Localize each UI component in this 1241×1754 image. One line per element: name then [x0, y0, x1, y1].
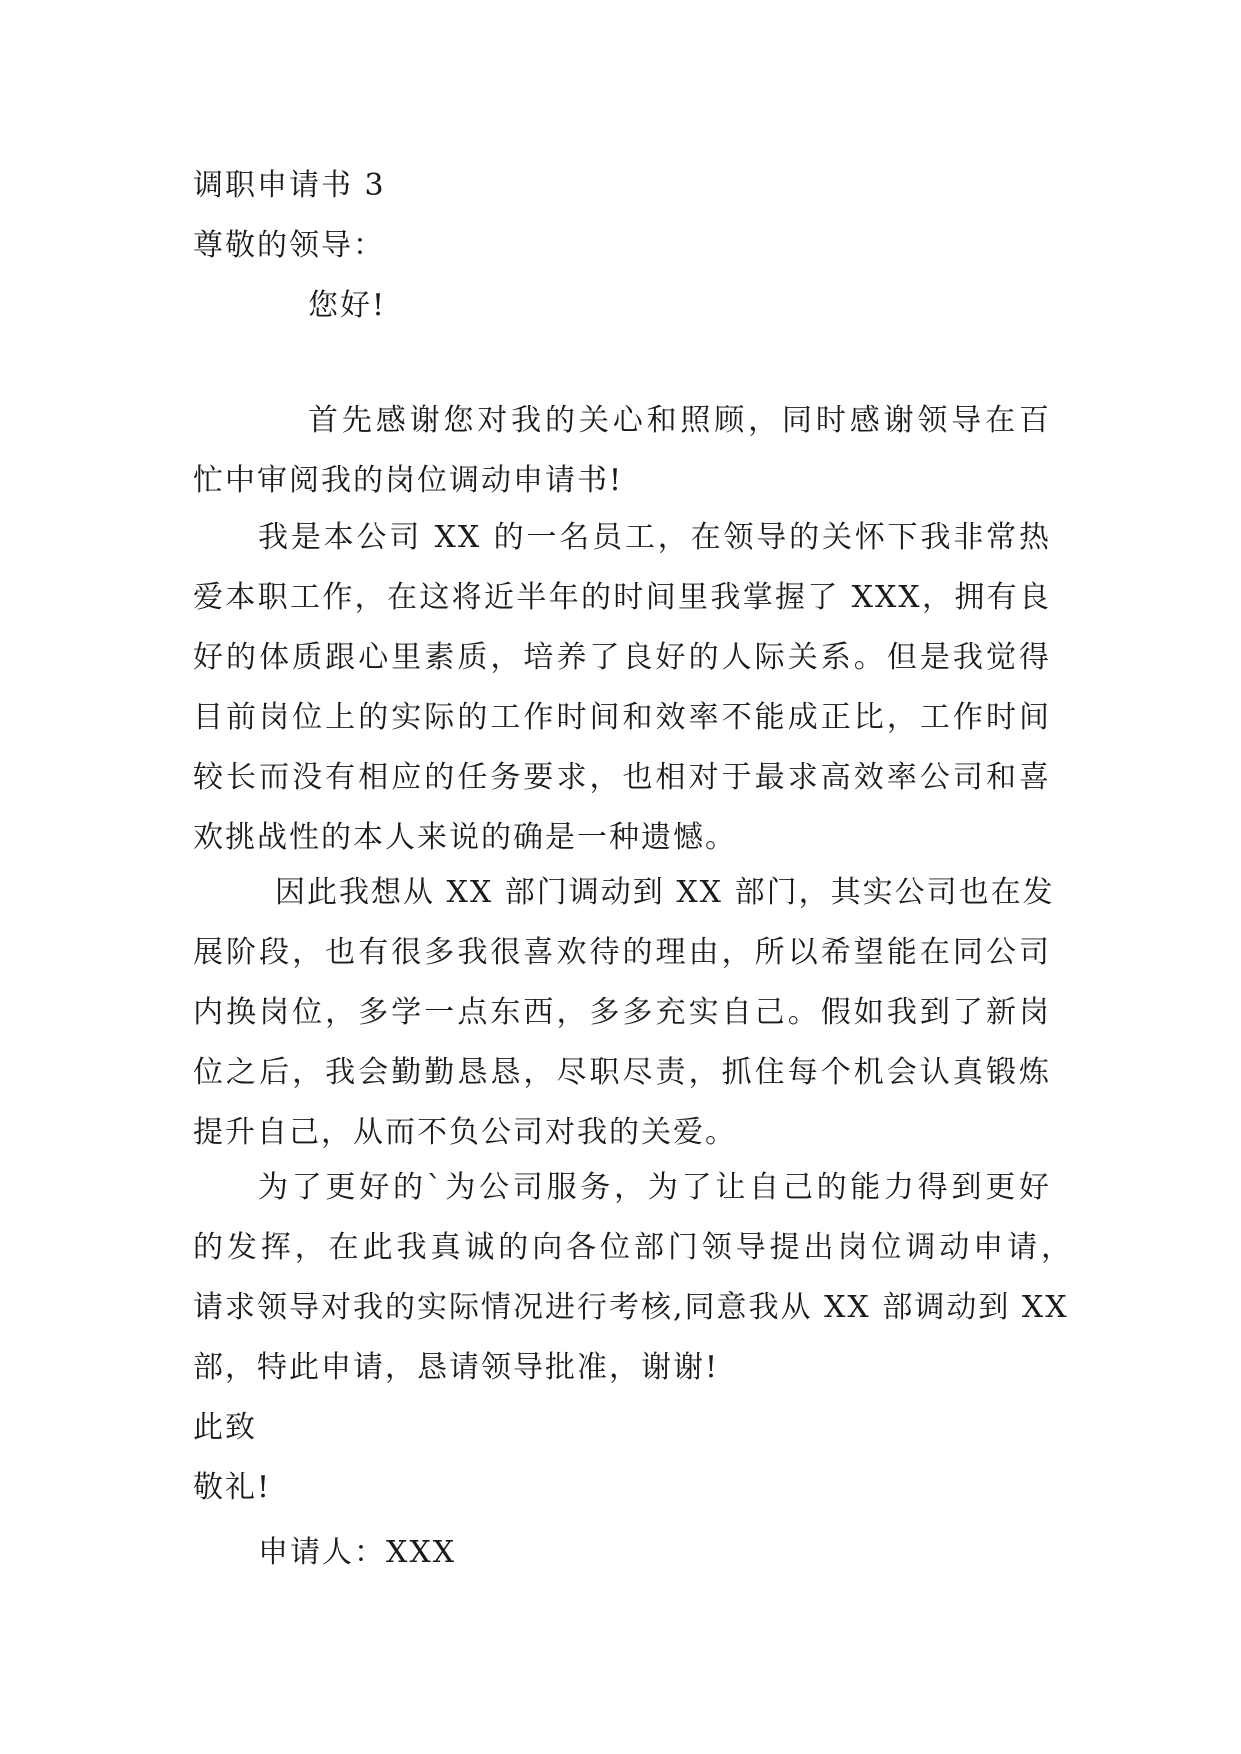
paragraph-3-line-2: 展阶段，也有很多我很喜欢待的理由，所以希望能在同公司 — [193, 935, 1051, 970]
paragraph-2-line-3: 好的体质跟心里素质，培养了良好的人际关系。但是我觉得 — [193, 640, 1051, 675]
salutation: 尊敬的领导： — [193, 228, 385, 263]
paragraph-2-line-6: 欢挑战性的本人来说的确是一种遗憾。 — [193, 820, 737, 855]
paragraph-2-line-1: 我是本公司 XX 的一名员工，在领导的关怀下我非常热 — [258, 520, 1051, 555]
paragraph-4-line-3: 请求领导对我的实际情况进行考核,同意我从 XX 部调动到 XX — [193, 1290, 1069, 1325]
paragraph-2-line-4: 目前岗位上的实际的工作时间和效率不能成正比，工作时间 — [193, 700, 1051, 735]
greeting: 您好! — [308, 288, 387, 323]
paragraph-3-line-4: 位之后，我会勤勤恳恳，尽职尽责，抓住每个机会认真锻炼 — [193, 1055, 1051, 1090]
paragraph-4-line-2: 的发挥，在此我真诚的向各位部门领导提出岗位调动申请， — [193, 1230, 1073, 1265]
paragraph-2-line-2: 爱本职工作，在这将近半年的时间里我掌握了 XXX，拥有良 — [193, 580, 1051, 615]
document-title: 调职申请书 3 — [193, 168, 386, 203]
signature: 申请人：XXX — [258, 1535, 457, 1570]
closing-line-1: 此致 — [193, 1410, 257, 1445]
paragraph-3-line-1: 因此我想从 XX 部门调动到 XX 部门，其实公司也在发 — [275, 875, 1055, 910]
paragraph-1-line-1: 首先感谢您对我的关心和照顾，同时感谢领导在百 — [308, 403, 1051, 438]
paragraph-1-line-2: 忙中审阅我的岗位调动申请书! — [193, 463, 624, 498]
paragraph-2-line-5: 较长而没有相应的任务要求，也相对于最求高效率公司和喜 — [193, 760, 1051, 795]
closing-line-2: 敬礼! — [193, 1470, 272, 1505]
paragraph-3-line-5: 提升自己，从而不负公司对我的关爱。 — [193, 1115, 737, 1150]
paragraph-3-line-3: 内换岗位，多学一点东西，多多充实自己。假如我到了新岗 — [193, 995, 1051, 1030]
paragraph-4-line-1: 为了更好的`为公司服务，为了让自己的能力得到更好 — [258, 1170, 1051, 1205]
paragraph-4-line-4: 部，特此申请，恳请领导批准，谢谢! — [193, 1350, 720, 1385]
